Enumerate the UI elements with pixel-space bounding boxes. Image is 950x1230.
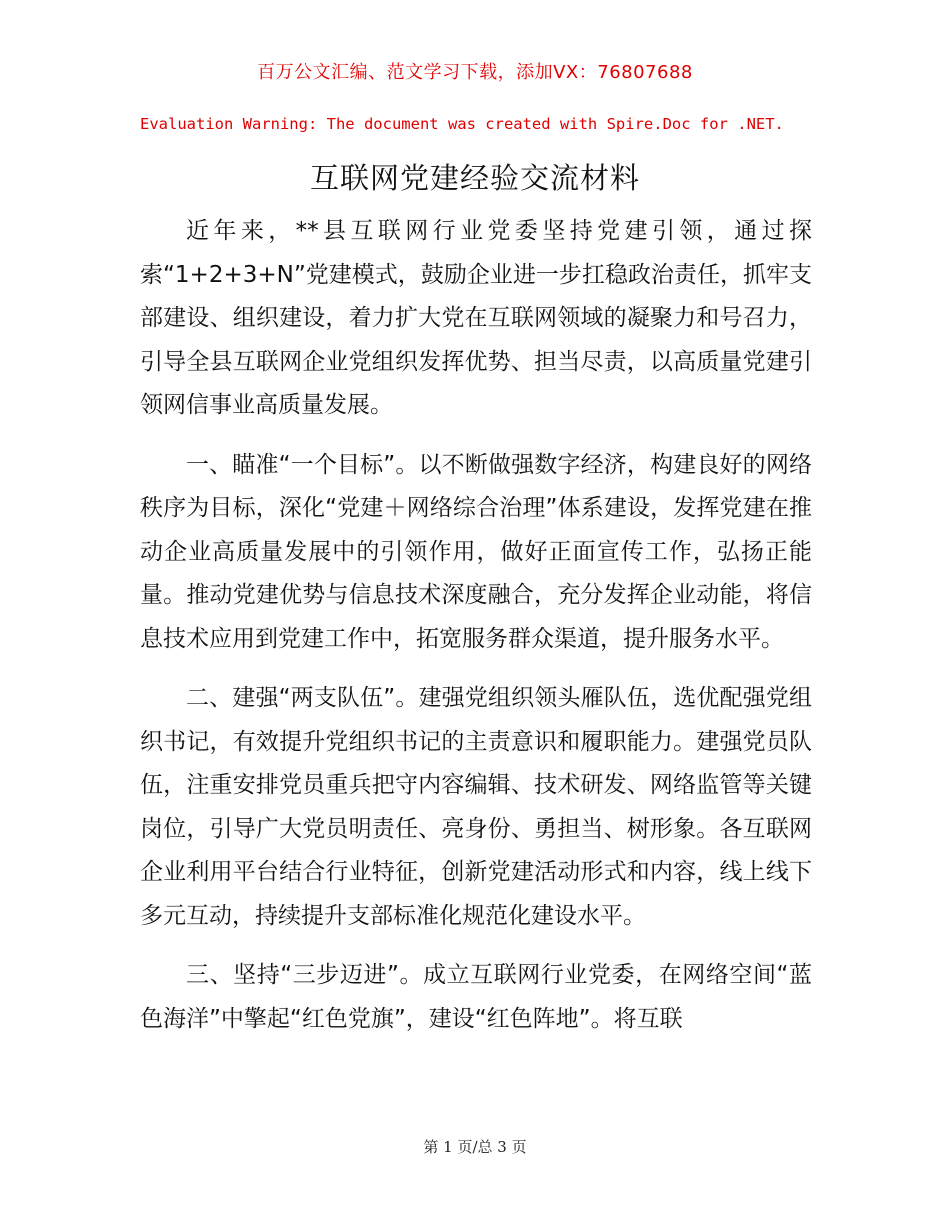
paragraph-section-three: 三、坚持“三步迈进”。成立互联网行业党委，在网络空间“蓝色海洋”中擎起“红色党旗”，建设“红色阵地”。将互联 xyxy=(140,962,812,1032)
document-body xyxy=(140,210,812,1057)
header-promo-text: 百万公文汇编、范文学习下载，添加VX：76807688 xyxy=(257,62,693,83)
page-number-footer: 第 1 页/总 3 页 xyxy=(423,1138,527,1156)
paragraph-section-one: 一、瞄准“一个目标”。以不断做强数字经济，构建良好的网络秩序为目标，深化“党建＋网络综合治理”体系建设，发挥党建在推动企业高质量发展中的引领作用，做好正面宣传工作，弘扬正能量。推动党建优势与信息技术深度融合，充分发挥企业动能，将信息技术应用到党建工作中，拓宽服务群众渠道，提升服务水平。 xyxy=(140,451,812,652)
paragraph-intro: 近年来，**县互联网行业党委坚持党建引领，通过探索“1+2+3+N”党建模式，鼓励企业进一步扛稳政治责任，抓牢支部建设、组织建设，着力扩大党在互联网领域的凝聚力和号召力，引导全县互联网企业党组织发挥优势、担当尽责，以高质量党建引领网信事业高质量发展。 xyxy=(140,218,812,418)
document-title: 互联网党建经验交流材料 xyxy=(309,161,640,195)
paragraph-section-two: 二、建强“两支队伍”。建强党组织领头雁队伍，选优配强党组织书记，有效提升党组织书记的主责意识和履职能力。建强党员队伍，注重安排党员重兵把守内容编辑、技术研发、网络监管等关键岗位，引导广大党员明责任、亮身份、勇担当、树形象。各互联网企业利用平台结合行业特征，创新党建活动形式和内容，线上线下多元互动，持续提升支部标准化规范化建设水平。 xyxy=(140,685,812,929)
evaluation-warning: Evaluation Warning: The document was created with Spire.Doc for .NET. xyxy=(140,115,784,133)
